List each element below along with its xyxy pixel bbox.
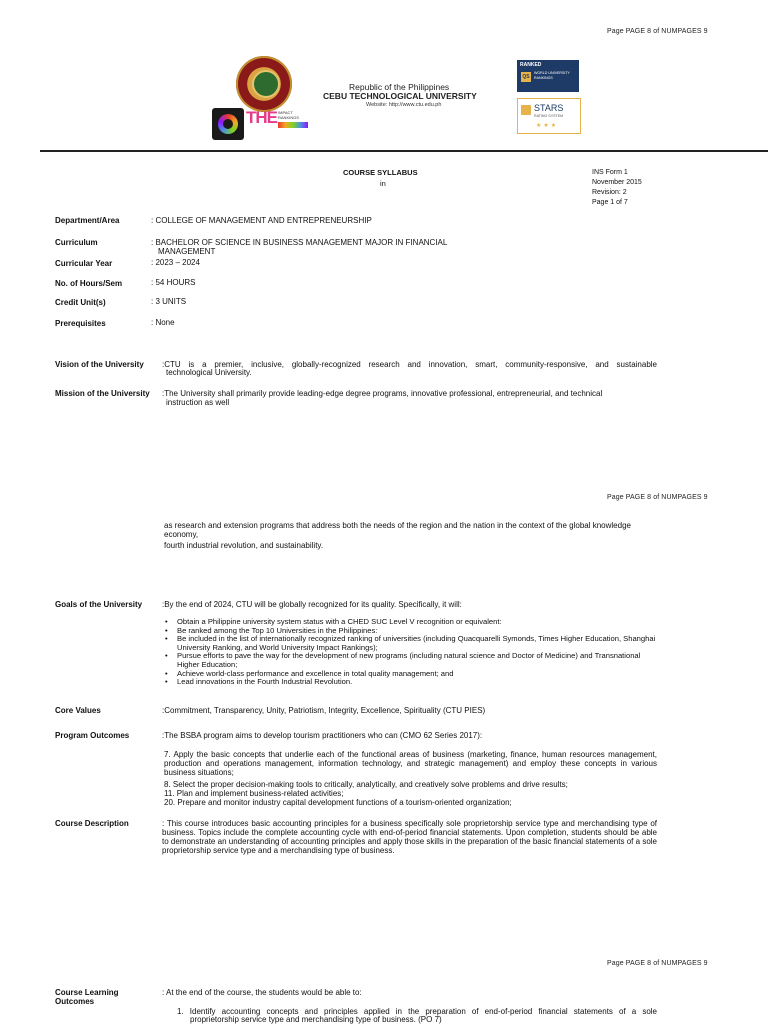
letterhead-line1: Republic of the Philippines [349, 82, 450, 92]
qs-ranked-text: WORLD UNIVERSITY RANKINGS [534, 71, 570, 80]
clo-item-1b: proprietorship service type and merchandising type of business. (PO 7) [190, 1015, 442, 1024]
field-label-department: Department/Area [55, 216, 120, 225]
letterhead-website: Website: http://www.ctu.edu.ph [366, 102, 442, 108]
field-label-curricular-year: Curricular Year [55, 259, 113, 268]
vision-line1: :CTU is a premier, inclusive, globally-recognized research and innovation, smart, community-responsive, and sustainable [162, 360, 657, 369]
clo-intro: : At the end of the course, the students would be able to: [162, 988, 362, 997]
field-value-curriculum-2: MANAGEMENT [158, 247, 216, 256]
goals-item: • Obtain a Philippine university system status with a CHED SUC Level V recognition or equivalent: [162, 618, 658, 627]
syllabus-subtitle: in [380, 179, 386, 188]
course-description-label: Course Description [55, 819, 129, 828]
field-label-curriculum: Curriculum [55, 238, 98, 247]
qs-ranked-label: RANKED [520, 62, 542, 68]
page-header-3: Page PAGE 8 of NUMPAGES 9 [607, 960, 708, 967]
program-outcomes-intro: :The BSBA program aims to develop tourism practitioners who can (CMO 62 Series 2017): [162, 731, 483, 740]
the-badge-text: THE [246, 108, 277, 127]
program-outcome-11: 11. Plan and implement business-related activities; [164, 789, 344, 798]
goals-item: • Be ranked among the Top 10 Universities in the Philippines: [162, 627, 658, 636]
field-value-credit-units: : 3 UNITS [151, 297, 187, 306]
program-outcomes-label: Program Outcomes [55, 731, 130, 740]
form-info [592, 168, 642, 208]
course-description-value: : This course introduces basic accounting principles for a business specifically sole proprietorship service type and merchandising type of business. Topics include the complete accounting cycle with end-of-period financial statements. Upon completion, students should be able to demonstrate an understanding of accounting principles and apply those skills in the preparation of the basic financial statements of a sole proprietorship service type and a merchandising type of business. [162, 819, 657, 855]
form-revision: Revision: 2 [592, 189, 627, 196]
core-values-value: :Commitment, Transparency, Unity, Patriotism, Integrity, Excellence, Spirituality (CTU PIES) [162, 706, 486, 715]
program-outcomes-body: 7. Apply the basic concepts that underlie each of the functional areas of business (marketing, finance, human resources management, production and operations management, information technology, and strategic management) and employ these concepts in various business situations; [164, 750, 657, 777]
clo-label-1: Course Learning [55, 988, 119, 997]
mission-cont3: fourth industrial revolution, and sustainability. [164, 541, 324, 550]
goals-intro: :By the end of 2024, CTU will be globally recognized for its quality. Specifically, it will: [162, 600, 462, 609]
form-page: Page 1 of 7 [592, 199, 628, 206]
vision-label: Vision of the University [55, 360, 144, 369]
syllabus-title: COURSE SYLLABUS [343, 168, 418, 177]
core-values-label: Core Values [55, 706, 101, 715]
stars-label: STARS [534, 103, 564, 113]
clo-item-1: 1. Identify accounting concepts and principles applied in the preparation of end-of-period financial statements of a sole [177, 1007, 657, 1016]
program-outcome-8: 8. Select the proper decision-making tools to critically, analytically, and creatively solve problems and drive results; [164, 780, 568, 789]
mission-line2: instruction as well [166, 398, 230, 407]
letterhead-rule [40, 150, 768, 152]
field-value-hours: : 54 HOURS [151, 278, 196, 287]
goals-list [162, 618, 658, 687]
program-outcome-20: 20. Prepare and monitor industry capital development functions of a tourism-oriented organization; [164, 798, 512, 807]
vision-line2: technological University. [166, 368, 252, 377]
form-code: INS Form 1 [592, 169, 628, 176]
the-impact-logo [212, 108, 244, 140]
field-value-curricular-year: : 2023 – 2024 [151, 258, 200, 267]
goals-item: • Achieve world-class performance and excellence in total quality management; and [162, 670, 658, 679]
field-value-department: : COLLEGE OF MANAGEMENT AND ENTREPRENEURSHIP [151, 216, 372, 225]
mission-line1: :The University shall primarily provide leading-edge degree programs, innovative professional, entrepreneurial, and technical [162, 389, 603, 398]
stars-sub: RATING SYSTEM [534, 114, 564, 118]
field-label-hours: No. of Hours/Sem [55, 279, 123, 288]
clo-label-2: Outcomes [55, 997, 95, 1006]
letterhead-university-name: CEBU TECHNOLOGICAL UNIVERSITY [323, 91, 477, 101]
form-date: November 2015 [592, 179, 642, 186]
field-label-credit-units: Credit Unit(s) [55, 298, 106, 307]
university-seal [236, 56, 292, 112]
the-impact-rankings-badge [246, 108, 310, 132]
qs-stars-badge: STARS RATING SYSTEM ★★★ [517, 98, 581, 134]
field-label-prerequisites: Prerequisites [55, 319, 106, 328]
field-value-prerequisites: : None [151, 318, 175, 327]
goals-item: • Pursue efforts to pave the way for the development of new programs (including natural science and Doctor of Medicine) and Transnational Higher Education; [162, 652, 658, 669]
mission-label: Mission of the University [55, 389, 150, 398]
mission-cont1: as research and extension programs that address both the needs of the region and the nation in the context of the global knowledge [164, 521, 631, 530]
goals-item: • Lead innovations in the Fourth Industrial Revolution. [162, 678, 658, 687]
mission-cont2: economy, [164, 530, 199, 539]
the-badge-sub: IMPACT RANKINGS [278, 110, 299, 120]
goals-label: Goals of the University [55, 600, 143, 609]
field-value-curriculum: : BACHELOR OF SCIENCE IN BUSINESS MANAGEMENT MAJOR IN FINANCIAL [151, 238, 448, 247]
page-header-2: Page PAGE 8 of NUMPAGES 9 [607, 494, 708, 501]
goals-item: • Be included in the list of internationally recognized ranking of universities (including Quacquarelli Symonds, Times Higher Education, Shanghai University Ranking, and World University Impact Rankings); [162, 635, 658, 652]
page-header-1: Page PAGE 8 of NUMPAGES 9 [607, 28, 708, 35]
qs-ranked-badge: RANKED QS WORLD UNIVERSITY RANKINGS [517, 60, 579, 92]
